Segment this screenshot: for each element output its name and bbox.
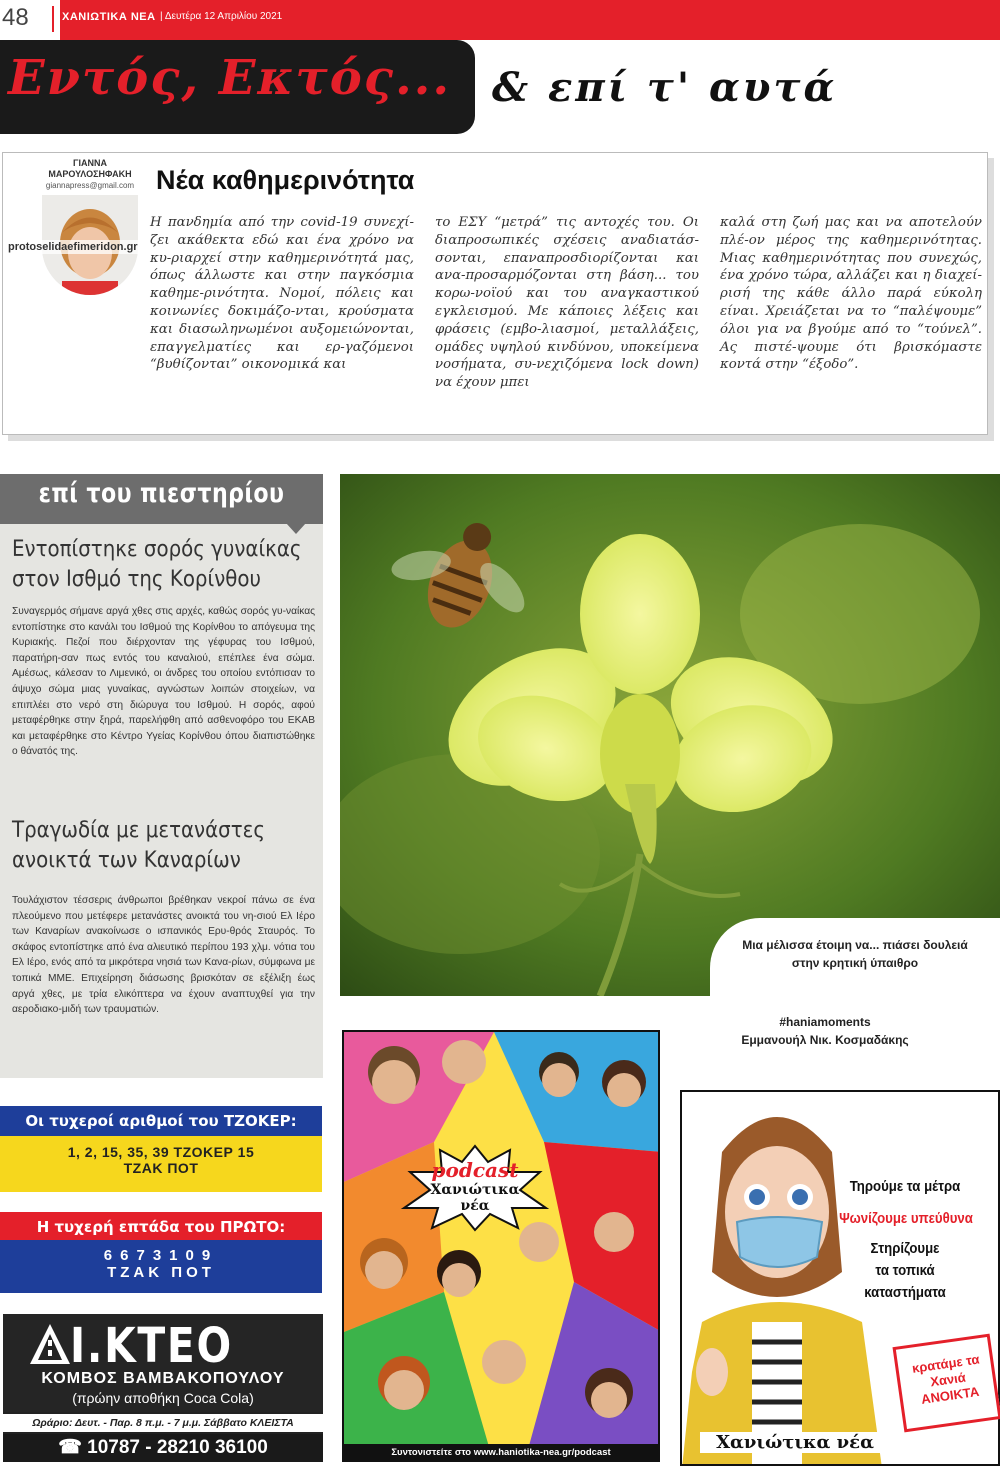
joker-results: [0, 1136, 322, 1192]
podcast-title: podcast: [431, 1158, 519, 1182]
joker-heading: Οι τυχεροί αριθμοί του ΤΖΟΚΕΡ:: [0, 1106, 322, 1136]
section-subtitle: & επί τ' αυτά: [492, 64, 838, 111]
photo-hashtag[interactable]: #haniamoments: [779, 1015, 871, 1029]
column-text-2: το ΕΣΥ “μετρά” τις αντοχές του. Οι διαπροσωπικές σχέσεις αναδιατάσ-σονται, επαναπροσδιορίζονται και ανα-προσαρμόζονται στη βάση... του κορω-νοϊού και του αναγκαστικού εγκλεισμού. Με κάποιες λέξεις και φράσεις (εμβο-λιασμοί, μεταλλάξεις, ομάδες υψηλού κινδύνου, υποκείμενα νοσήματα, συ-νεχιζόμενα lock down) να έχουν μπει: [435, 215, 699, 391]
ad-line-5: καταστήματα: [864, 1284, 946, 1301]
story2-title-line1: Τραγωδία με μετανάστες: [12, 818, 265, 843]
story2-title: [12, 816, 265, 876]
story1-title: [12, 535, 302, 595]
proto-heading: Η τυχερή επτάδα του ΠΡΩΤΟ:: [0, 1212, 322, 1242]
ad-paper-name: Χανιώτικα νέα: [700, 1432, 890, 1453]
page-number-separator: [52, 6, 54, 32]
story1-body: Συναγερμός σήμανε αργά χθες στις αρχές, καθώς σορός γυ-ναίκας εντοπίστηκε στο κανάλι του Ισθμού της Κορίνθου το απόγευμα της Κυριακής. Πεζοί που διέρχονταν της γέφυρας του Ισθμού, παρατήρη-σαν πως εντός του καναλιού, επέπλεε ένα σώμα. Αμέσως, κάλεσαν το Λιμενικό, οι άνδρες του οποίου εντόπισαν το άψυχο σώμα μιας γυναίκας, αγνώστων λοιπών στοιχείων, να επιπλέει στο νερό στη διώρυγα του Ισθμού. Η σορός, αφού μεταφέρθηκε στην ξηρά, παρελήφθη από ασθενοφόρο του ΕΚΑΒ και μεταφέρθηκε στο Κέντρο Υγείας Κορίνθου όπου διαπιστώθηκε ο θάνατός της.: [12, 606, 315, 758]
kteo-address: ΚΟΜΒΟΣ ΒΑΜΒΑΚΟΠΟΥΛΟΥ: [41, 1370, 285, 1387]
watermark: protoselidaefimeridon.gr: [8, 241, 138, 253]
kteo-name: Ι.ΚΤΕΟ: [70, 1318, 233, 1374]
column-text-3: καλά στη ζωή μας και να αποτελούν πλέ-ον μέρος της καθημερινότητας. Μιας καθημερινότητας που συνεχώς, ένα χρόνο τώρα, αλλάζει και η διαχεί-ρισή της κάθε άλλο παρά εύκολη είναι. Χρειάζεται να το “παλέψουμε” όλοι για να βγούμε από το “τούνελ”. Ας πιστέ-ψουμε ότι βρισκόμαστε κοντά στην “έξοδο”.: [720, 215, 982, 373]
podcast-ad[interactable]: [342, 1030, 660, 1462]
podcast-footer-link[interactable]: Συντονιστείτε στο www.haniotika-nea.gr/podcast: [344, 1444, 658, 1462]
kteo-hours: Ωράριο: Δευτ. - Παρ. 8 π.μ. - 7 μ.μ. Σάββατο ΚΛΕΙΣΤΑ: [3, 1412, 323, 1434]
ad-stamp-text: κρατάμε τα Χανιά ΑΝΟΙΚΤΑ: [911, 1351, 981, 1407]
author-name-line1: ΓΙΑΝΝΑ: [73, 158, 107, 168]
road-icon: [28, 1322, 72, 1366]
author-email[interactable]: giannapress@gmail.com: [45, 181, 135, 190]
author-name: [40, 158, 140, 180]
press-sidebar-label: επί του πιεστηρίου: [38, 478, 285, 509]
paper-name: ΧΑΝΙΩΤΙΚΑ ΝΕΑ: [62, 11, 156, 23]
story2-body: Τουλάχιστον τέσσερις άνθρωποι βρέθηκαν νεκροί πάνω σε ένα πλεούμενο που μετέφερε μετανάστες ανοικτά του νη-σιού Ελ Ιέρο των Καναρίων ανακοίνωσε ο ισπανικός Ερυ-θρός Σταυρός. Το σκάφος εντοπίστηκε από ένα αλιευτικό περίπου 193 χλμ. νότια του Ελ Ιέρο, ενός από τα μικρότερα νησιά των Κανα-ρίων, σύμφωνα με τοπικά ΜΜΕ. Επιχείρηση διάσωσης βρισκόταν σε εξέλιξη έως αργά χθες, με τρία ελικόπτερα να έχουν αναπτυχθεί για την αεροδιακο-μιδή των τραυματιών.: [12, 895, 315, 1016]
kteo-address-note: (πρώην αποθήκη Coca Cola): [72, 1390, 254, 1406]
kteo-phone[interactable]: ☎ 10787 - 28210 36100: [3, 1434, 323, 1462]
photo-caption: Μια μέλισσα έτοιμη να... πιάσει δουλειά στην κρητική ύπαιθρο: [742, 938, 968, 970]
column-title: Νέα καθημερινότητα: [156, 165, 415, 195]
story1-title-line1: Εντοπίστηκε σορός γυναίκας: [12, 537, 302, 562]
story2-title-line2: ανοικτά των Καναρίων: [12, 848, 241, 873]
photo-credit: Εμμανουήλ Νικ. Κοσμαδάκης: [741, 1033, 909, 1047]
joker-numbers: 1, 2, 15, 35, 39 ΤΖΟΚΕΡ 15: [67, 1144, 255, 1160]
column-text-1: Η πανδημία από την covid-19 συνεχί-ζει ακάθεκτα εδώ και ένα χρόνο να κυ-ριαρχεί στην καθημερινότητά μας, όπως άλλωστε και στην παγκόσμια καθημε-ρινότητα. Νομοί, πόλεις και κοινωνίες δοκιμάζο-νται, κρούσματα και διασωληνωμένοι αυξομειώνονται, επαγγελματίες και ερ-γαζόμενοι “βυθίζονται” οικονομικά και: [150, 215, 414, 373]
ad-line-2: Ψωνίζουμε υπεύθυνα: [839, 1210, 973, 1227]
proto-jackpot: ΤΖΑΚ ΠΟΤ: [107, 1264, 215, 1281]
section-title: Εντός, Εκτός...: [8, 50, 452, 106]
proto-numbers: 6673109: [103, 1247, 219, 1264]
joker-jackpot: ΤΖΑΚ ΠΟΤ: [123, 1160, 199, 1176]
page-number: 48: [2, 4, 29, 31]
ad-line-3: Στηρίζουμε: [870, 1240, 940, 1257]
podcast-paper-name: Χανιώτικα νέα: [430, 1182, 520, 1214]
issue-date: | Δευτέρα 12 Απριλίου 2021: [160, 11, 283, 22]
author-name-line2: ΜΑΡΟΥΛΟΣΗΦΑΚΗ: [48, 169, 132, 179]
tab-arrow-icon: [276, 512, 316, 534]
ad-line-1: Τηρούμε τα μέτρα: [849, 1178, 961, 1195]
kteo-phone-number: 10787 - 28210 36100: [87, 1437, 268, 1458]
ad-line-4: τα τοπικά: [875, 1262, 935, 1279]
proto-results: [0, 1240, 322, 1293]
story1-title-line2: στον Ισθμό της Κορίνθου: [12, 567, 261, 592]
